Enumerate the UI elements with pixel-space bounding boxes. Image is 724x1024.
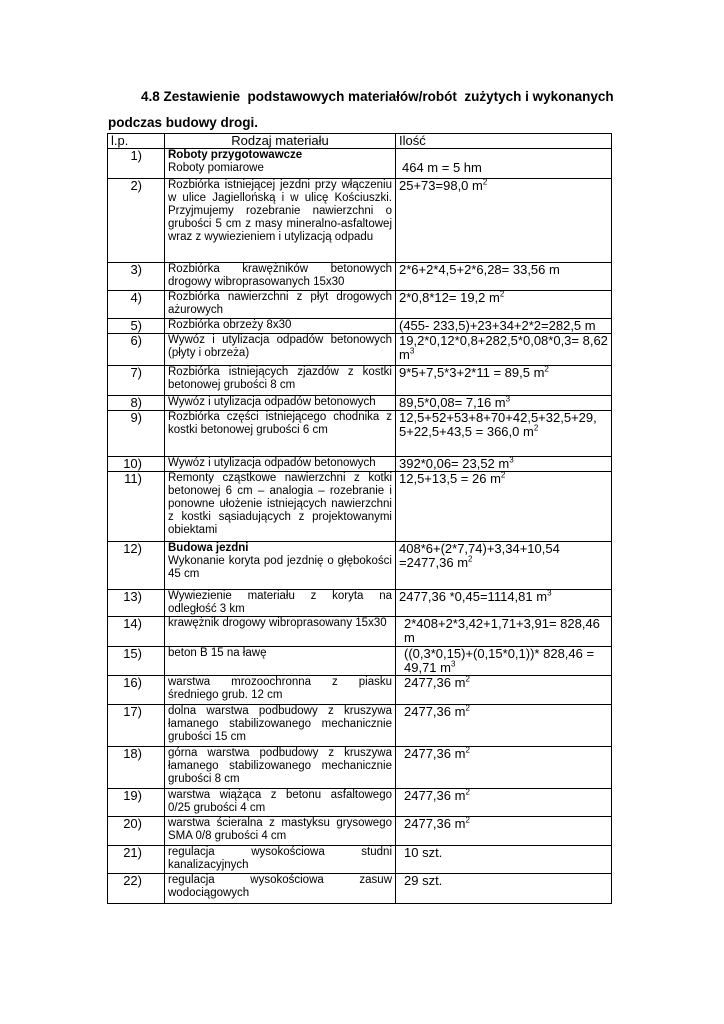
material-description: regulacja wysokościowa zasuw wodociągowych [168, 874, 392, 899]
row-number: 1) [108, 149, 165, 179]
unit-exponent: 2 [465, 674, 470, 684]
material-description: warstwa ścieralna z mastyksu grysowego SMA 0/8 grubości 4 cm [168, 817, 392, 842]
table-body [108, 149, 612, 904]
row-number: 12) [108, 542, 165, 590]
material-description: Wywóz i utylizacja odpadów betonowych [168, 457, 376, 469]
table-row [108, 846, 612, 874]
material-cell [165, 334, 396, 366]
material-description: Rozbiórka istniejących zjazdów z kostki betonowej grubości 8 cm [168, 366, 392, 391]
material-description: Wykonanie koryta pod jezdnię o głębokości 45 cm [168, 555, 392, 580]
quantity-cell [396, 319, 612, 334]
section-heading [108, 84, 638, 136]
material-cell [165, 472, 396, 542]
row-number: 9) [108, 411, 165, 457]
material-cell [165, 874, 396, 904]
unit-exponent: 3 [409, 346, 415, 356]
material-cell [165, 617, 396, 647]
quantity-value: 2*6+2*4,5+2*6,28= 33,56 m [399, 262, 560, 277]
group-title: Budowa jezdni [168, 542, 249, 554]
material-cell [165, 542, 396, 590]
row-number: 8) [108, 396, 165, 411]
quantity-value: 2477,36 m [404, 704, 466, 719]
quantity-cell [396, 542, 612, 590]
header-material: Rodzaj materiału [165, 134, 396, 149]
quantity-value: 392*0,06= 23,52 m [399, 456, 510, 471]
row-number: 3) [108, 263, 165, 291]
quantity-value: 25+73=98,0 m [399, 178, 483, 193]
material-description: Rozbiórka części istniejącego chodnika z kostki betonowej grubości 6 cm [168, 411, 392, 436]
unit-exponent: 2 [465, 815, 470, 825]
unit-exponent: 3 [547, 588, 552, 598]
material-description: Wywiezienie materiału z koryta na odległość 3 km [168, 590, 392, 615]
quantity-cell [396, 647, 612, 676]
row-number: 17) [108, 705, 165, 747]
quantity-cell [396, 676, 612, 705]
table-row [108, 411, 612, 457]
quantity-cell [396, 411, 612, 457]
quantity-value: 19,2*0,12*0,8+282,5*0,08*0,3= 8,62 m [399, 333, 608, 362]
material-cell [165, 263, 396, 291]
quantity-cell [396, 291, 612, 319]
quantity-cell [396, 617, 612, 647]
quantity-cell [396, 789, 612, 817]
table-row [108, 705, 612, 747]
material-cell [165, 396, 396, 411]
material-description: górna warstwa podbudowy z kruszywa łamanego stabilizowanego mechanicznie grubości 8 cm [168, 747, 392, 785]
row-number: 11) [108, 472, 165, 542]
quantity-cell [396, 263, 612, 291]
table-row [108, 542, 612, 590]
unit-exponent: 3 [450, 659, 456, 669]
row-number: 21) [108, 846, 165, 874]
material-description: krawężnik drogowy wibroprasowany 15x30 [168, 617, 387, 629]
row-number: 2) [108, 179, 165, 263]
quantity-value: 408*6+(2*7,74)+3,34+10,54 =2477,36 m [399, 541, 560, 570]
table-row [108, 590, 612, 617]
table-row [108, 179, 612, 263]
material-description: beton B 15 na ławę [168, 647, 267, 659]
table-row [108, 676, 612, 705]
quantity-value: 2477,36 m [404, 746, 466, 761]
material-cell [165, 291, 396, 319]
material-description: warstwa mrozoochronna z piasku średniego grub. 12 cm [168, 676, 392, 701]
quantity-cell [396, 457, 612, 472]
quantity-cell [396, 817, 612, 846]
row-number: 14) [108, 617, 165, 647]
quantity-value: 12,5+52+53+8+70+42,5+32,5+29, 5+22,5+43,5 = 366,0 m [399, 410, 597, 439]
quantity-cell [396, 590, 612, 617]
quantity-value: 29 szt. [404, 873, 443, 888]
table-row [108, 817, 612, 846]
row-number: 6) [108, 334, 165, 366]
quantity-value: 2*0,8*12= 19,2 m [399, 290, 500, 305]
quantity-cell [396, 472, 612, 542]
material-cell [165, 647, 396, 676]
material-cell [165, 319, 396, 334]
material-description: Roboty pomiarowe [168, 162, 264, 174]
row-number: 16) [108, 676, 165, 705]
unit-exponent: 2 [500, 470, 506, 480]
table-row [108, 396, 612, 411]
quantity-cell [396, 366, 612, 396]
material-description: Rozbiórka nawierzchni z płyt drogowych ażurowych [168, 291, 392, 316]
material-cell [165, 149, 396, 179]
table-row [108, 263, 612, 291]
material-cell [165, 411, 396, 457]
quantity-value: 2477,36 *0,45=1114,81 m [399, 589, 548, 604]
table-row [108, 291, 612, 319]
table-row [108, 334, 612, 366]
material-cell [165, 747, 396, 789]
row-number: 5) [108, 319, 165, 334]
quantity-cell [396, 747, 612, 789]
table-row [108, 874, 612, 904]
row-number: 22) [108, 874, 165, 904]
unit-exponent: 2 [533, 423, 539, 433]
heading-line-1: 4.8 Zestawienie podstawowych materiałów/robót zużytych i wykonanych [141, 89, 614, 104]
table-row [108, 472, 612, 542]
material-cell [165, 590, 396, 617]
unit-exponent: 2 [465, 787, 470, 797]
table-header-row [108, 134, 612, 149]
unit-exponent: 2 [544, 364, 549, 374]
row-number: 13) [108, 590, 165, 617]
unit-exponent: 2 [482, 177, 488, 187]
material-cell [165, 846, 396, 874]
row-number: 18) [108, 747, 165, 789]
table-row [108, 747, 612, 789]
quantity-cell [396, 396, 612, 411]
material-description: warstwa wiążąca z betonu asfaltowego 0/25 grubości 4 cm [168, 789, 392, 814]
material-description: Wywóz i utylizacja odpadów betonowych (płyty i obrzeża) [168, 334, 392, 359]
quantity-value: ((0,3*0,15)+(0,15*0,1))* 828,46 = 49,71 m [404, 646, 595, 675]
header-lp: l.p. [108, 134, 165, 149]
material-description: Rozbiórka obrzeży 8x30 [168, 319, 292, 331]
quantity-value: 2477,36 m [404, 675, 466, 690]
material-description: Remonty cząstkowe nawierzchni z kotki betonowej 6 cm – analogia – rozebranie i ponowne ułożenie istniejących nawierzchni z kostki sąsiadujących z projektowanymi obiektami [168, 472, 392, 536]
table-row [108, 617, 612, 647]
quantity-value: 12,5+13,5 = 26 m [399, 471, 501, 486]
material-description: Rozbiórka krawężników betonowych drogowy wibroprasowanych 15x30 [168, 263, 392, 288]
quantity-cell [396, 846, 612, 874]
material-description: Wywóz i utylizacja odpadów betonowych [168, 396, 376, 408]
material-cell [165, 705, 396, 747]
quantity-value: 2*408+2*3,42+1,71+3,91= 828,46 m [404, 616, 600, 645]
table-row [108, 366, 612, 396]
header-quantity: Ilość [396, 134, 612, 149]
unit-exponent: 3 [509, 455, 514, 465]
unit-exponent: 2 [468, 554, 473, 564]
material-cell [165, 817, 396, 846]
material-cell [165, 789, 396, 817]
row-number: 15) [108, 647, 165, 676]
row-number: 19) [108, 789, 165, 817]
row-number: 20) [108, 817, 165, 846]
table-row [108, 457, 612, 472]
row-number: 10) [108, 457, 165, 472]
quantity-cell [396, 874, 612, 904]
material-cell [165, 179, 396, 263]
group-title: Roboty przygotowawcze [168, 149, 303, 161]
quantity-cell [396, 334, 612, 366]
unit-exponent: 2 [465, 703, 470, 713]
quantity-value: 2477,36 m [404, 788, 466, 803]
unit-exponent: 3 [505, 394, 511, 404]
row-number: 7) [108, 366, 165, 396]
quantity-cell [396, 705, 612, 747]
row-number: 4) [108, 291, 165, 319]
material-cell [165, 676, 396, 705]
material-description: dolna warstwa podbudowy z kruszywa łamanego stabilizowanego mechanicznie grubości 15 cm [168, 705, 392, 743]
material-cell [165, 366, 396, 396]
quantity-value: 9*5+7,5*3+2*11 = 89,5 m [399, 365, 545, 380]
table-row [108, 319, 612, 334]
materials-table [107, 133, 612, 904]
table-row [108, 647, 612, 676]
material-description: Rozbiórka istniejącej jezdni przy włączeniu w ulice Jagiellońską i w ulicę Kościuszki. Przyjmujemy rozebranie nawierzchni o grubości 5 cm z masy mineralno-asfaltowej wraz z wywiezieniem i utylizacją odpadu [168, 179, 392, 243]
quantity-cell [396, 179, 612, 263]
unit-exponent: 2 [499, 289, 505, 299]
quantity-cell [396, 149, 612, 179]
heading-line-2: podczas budowy drogi. [108, 115, 259, 130]
material-cell [165, 457, 396, 472]
unit-exponent: 2 [465, 745, 470, 755]
quantity-value: 89,5*0,08= 7,16 m [399, 395, 506, 410]
quantity-value: 464 m = 5 hm [402, 160, 482, 175]
table-row [108, 149, 612, 179]
material-description: regulacja wysokościowa studni kanalizacyjnych [168, 846, 392, 871]
table-row [108, 789, 612, 817]
quantity-value: 10 szt. [404, 845, 443, 860]
quantity-value: (455- 233,5)+23+34+2*2=282,5 m [399, 318, 596, 333]
quantity-value: 2477,36 m [404, 816, 466, 831]
